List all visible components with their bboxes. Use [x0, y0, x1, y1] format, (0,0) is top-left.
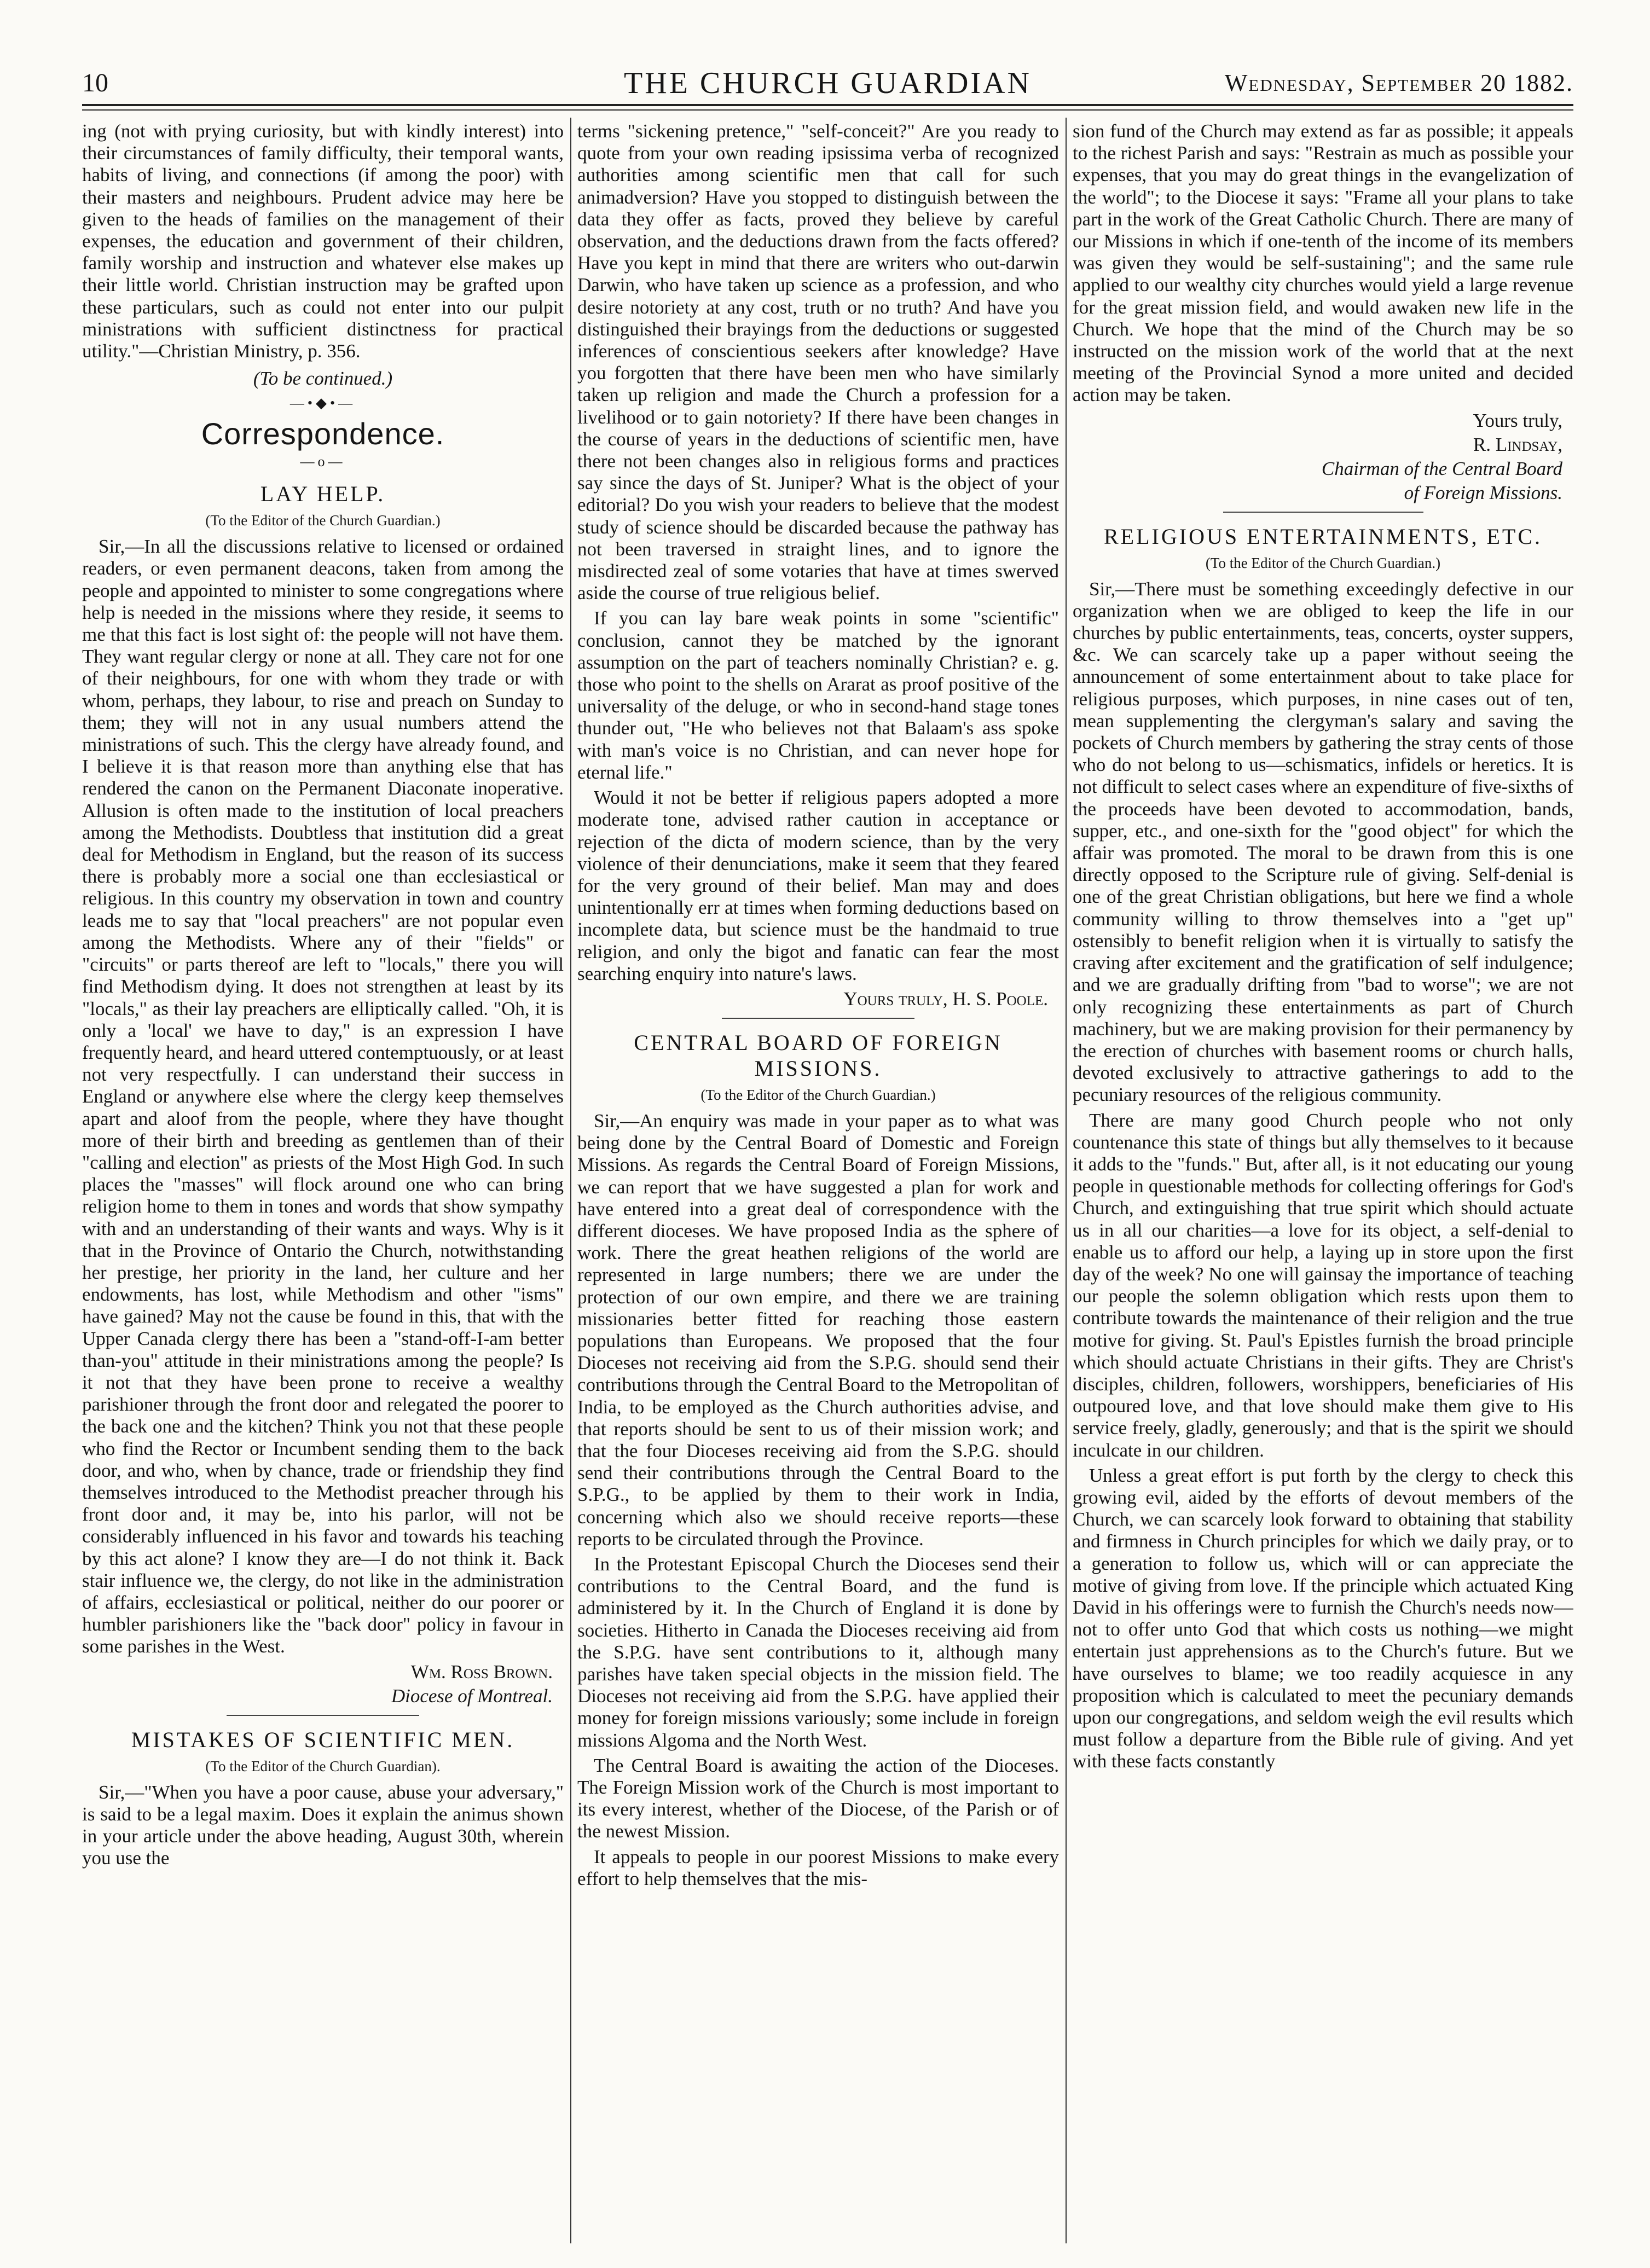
signature-title: Chairman of the Central Board: [1321, 457, 1562, 479]
mistakes-body: Sir,—"When you have a poor cause, abuse your adversary," is said to be a legal maxim. Does it explain the animus shown in your article under the above heading, August 30th, wherein you use the: [82, 1781, 564, 1869]
section-heading-correspondence: Correspondence.: [201, 416, 445, 451]
article-title-lay-help: LAY HELP.: [260, 482, 386, 507]
signature-name: R. Lindsay,: [1473, 433, 1562, 455]
issue-date: Wednesday, September 20 1882.: [1224, 69, 1573, 96]
signature-closing: Yours truly,: [1473, 409, 1562, 431]
column-2: [577, 120, 1059, 2243]
central-board-paragraph: Sir,—An enquiry was made in your paper as to what was being done by the Central Board of Domestic and Foreign Missions. As regards the Central Board of Foreign Missions, we can report that we have suggested a plan for work and have entered into a great deal of correspondence with the different dioceses. We have proposed India as the sphere of work. There the great heathen religions of the world are represented in large numbers; there we are under the protection of our own empire, and there we are training missionaries better fitted for reaching those eastern populations than Europeans. We proposed that the four Dioceses not receiving aid from the S.P.G. should send their contributions through the Central Board to the Metropolitan of India, to be employed as the Church authorities advise, and that reports should be sent to us of their mission work; and that the four Dioceses receiving aid from the S.P.G. should send their contributions through the Central Board to the S.P.G., to be applied by them to their work in India, concerning which also we should receive reports—these reports to be circulated through the Province.: [577, 1110, 1059, 1550]
signature: Wm. Ross Brown.: [410, 1661, 553, 1683]
article-title-central-board: CENTRAL BOARD OF FOREIGN MISSIONS.: [634, 1030, 1003, 1081]
page-number: 10: [82, 68, 108, 97]
central-board-paragraph: The Central Board is awaiting the action of the Dioceses. The Foreign Mission work of the Church is most important to its every interest, whether of the Diocese, of the Parish or of the newest Mission.: [577, 1754, 1059, 1842]
religious-paragraph: Unless a great effort is put forth by the clergy to check this growing evil, aided by the efforts of devout members of the Church, we can scarcely look forward to obtaining that stability and firmness in Church principles for which we daily pray, or to a generation to follow us, which will or can appreciate the motive of giving from love. If the principle which actuated King David in his offerings were to furnish the Church's needs now—not to offer unto God that which costs us nothing—we might entertain just apprehensions as to the Church's future. But we have ourselves to blame; we too readily acquiesce in any proposition which is calculated to meet the pecuniary demands upon our congregations, and seldom weigh the evil results which must follow a departure from the Bible rule of giving. And yet with these facts constantly: [1073, 1464, 1573, 1772]
central-board-paragraph: It appeals to people in our poorest Missions to make every effort to help themselves that the mis-: [577, 1846, 1059, 1889]
mistakes-paragraph: If you can lay bare weak points in some "scientific" conclusion, cannot they be matched by the ignorant assumption on the part of teachers nominally Christian? e. g. those who point to the shells on Ararat as proof positive of the universality of the deluge, or who in second-hand stage tones thunder out, "He who believes not that Balaam's ass spoke with man's voice is no Christian, and can never hope for eternal life.": [577, 607, 1059, 783]
newspaper-title: THE CHURCH GUARDIAN: [624, 66, 1032, 100]
section-sub-ornament: —o—: [300, 454, 346, 470]
header-rule-thin: [82, 109, 1573, 111]
to-be-continued: (To be continued.): [253, 368, 393, 390]
ornament-divider: —•◆•—: [290, 395, 356, 411]
column-3: [1073, 120, 1573, 2243]
column-divider: [1066, 118, 1067, 2243]
religious-paragraph: There are many good Church people who not only countenance this state of things but ally themselves to it because it adds to the "funds." But, after all, is it not educating our young people in questionable methods for collecting offerings for God's Church, and extinguishing that true spirit which should actuate us in all our charities—a love for its object, a self-denial to enable us to afford our help, a laying up in store upon the first day of the week? No one will gainsay the importance of teaching our people the solemn obligation which rests upon them to contribute towards the maintenance of their religion and the true motive for giving. St. Paul's Epistles furnish the broad principle which should actuate Christians in their gifts. They are Christ's disciples, children, followers, worshippers, beneficiaries of His outpoured love, and that love should make them give to His service freely, gladly, generously; and that is the spirit we should inculcate in our children.: [1073, 1109, 1573, 1461]
article-divider: [1223, 512, 1423, 513]
lay-help-body: Sir,—In all the discussions relative to licensed or ordained readers, or even permanent deacons, taken from among the people and appointed to minister to some congregations where help is needed in the missions where they reside, it seems to me that this fact is lost sight of: the people will not have them. They want regular clergy or none at all. They care not for one of their neighbours, for one with whom they trade or with whom, perhaps, they labour, to rise and preach on Sunday to them; they will not in any usual numbers attend the ministrations of such. This the clergy have already found, and I believe it is that reason more than anything else that has rendered the canon on the Permanent Diaconate inoperative. Allusion is often made to the institution of local preachers among the Methodists. Doubtless that institution did a great deal for Methodism in England, but the reason of its success there is probably more a social one than ecclesiastical or religious. In this country my observation in town and country leads me to say that "local preachers" are not popular even among the Methodists. Where any of their "fields" or "circuits" or parts thereof are left to "locals," there you will find Methodism dying. It does not strengthen at least by its "locals," as their lay preachers are elliptically called. "Oh, it is only a 'local' we have to day," is an expression I have frequently heard, and heard uttered contemptuously, or at least not very respectfully. I can understand their success in England or anywhere else where the clergy keep themselves apart and aloof from the people, where they have thought more of their birth and breeding as gentlemen than of their "calling and election" as priests of the Most High God. In such places the "masses" will flock around one who can bring religion home to them in tones and words that show sympathy with and an understanding of their wants and ways. Why is it that in the Province of Ontario the Church, notwithstanding her prestige, her priority in the land, her culture and her endowments, has lost, while Methodism and other "isms" have gained? May not the cause be found in this, that with the Upper Canada clergy there has been a "stand-off-I-am better than-you" attitude in their ministrations among the people? Is it not that they have been prone to receive a wealthy parishioner through the front door and relegated the poorer to the back one and the kitchen? Think you not that these people who find the Rector or Incumbent sending them to the back door, and who, when by chance, trade or friendship they find themselves introduced to the Methodist preacher through his front door and, it may be, into his parlor, will not be considerably influenced in his favor and towards his teaching by this act alone? I know they are—I do not think it. Back stair influence we, the clergy, do not like in the administration of affairs, ecclesiastical or political, neither do our poorer or humbler parishioners like the "back door" policy in favour in some parishes in the West.: [82, 536, 564, 1657]
signature-title: of Foreign Missions.: [1404, 482, 1562, 503]
article-divider: [227, 1715, 419, 1716]
masthead: [82, 66, 1573, 108]
to-editor-line: (To the Editor of the Church Guardian.): [205, 512, 441, 529]
article-continuation-text: ing (not with prying curiosity, but with kindly interest) into their circumstances of family difficulty, their temporal wants, habits of living, and connections (if among the poor) with their masters and neighbours. Prudent advice may here be given to the heads of families on the management of their expenses, the education and government of their children, family worship and instruction and whatever else makes up their little world. Christian instruction may be grafted upon these particulars, such as could not enter into our pulpit ministrations with sufficient distinctness for practical utility."—Christian Ministry, p. 356.: [82, 120, 564, 362]
signature: Yours truly, H. S. Poole.: [843, 988, 1048, 1010]
to-editor-line: (To the Editor of the Church Guardian.): [1205, 554, 1441, 571]
signature-diocese: Diocese of Montreal.: [391, 1685, 553, 1707]
article-title-religious-entertainments: RELIGIOUS ENTERTAINMENTS, ETC.: [1104, 524, 1542, 549]
central-board-continued: sion fund of the Church may extend as far as possible; it appeals to the richest Parish and says: "Restrain as much as possible your expenses, that you may do great things in the evangelization of the world"; to the Diocese it says: "Frame all your plans to take part in the work of the Great Catholic Church. There are many of our Missions in which if one-tenth of the income of its members was given they would be self-sustaining"; and the same rule applied to our wealthy city churches would yield a large revenue for the great mission field, and would awaken new life in the Church. We hope that the mind of the Church may be so instructed on the mission work of the world that at the next meeting of the Provincial Synod a more united and decided action may be taken.: [1073, 120, 1573, 406]
column-divider: [570, 118, 571, 2243]
to-editor-line: (To the Editor of the Church Guardian).: [205, 1757, 441, 1774]
article-title-mistakes: MISTAKES OF SCIENTIFIC MEN.: [131, 1727, 515, 1752]
mistakes-paragraph: Would it not be better if religious papers adopted a more moderate tone, advised rather caution in acceptance or rejection of the dicta of modern science, than by the very violence of their denunciations, make it seem that they feared for the very ground of their belief. Man may and does unintentionally err at times when forming deductions based on incomplete data, but science must be the handmaid to true religion, and only the bigot and fanatic can fear the most searching enquiry into nature's laws.: [577, 787, 1059, 984]
mistakes-body-continued: terms "sickening pretence," "self-conceit?" Are you ready to quote from your own reading ipsissima verba of recognized authorities among scientific men that call for such animadversion? Have you stopped to distinguish between the data they offer as facts, proved they believe by careful observation, and the deductions drawn from the facts offered? Have you kept in mind that there are writers who out-darwin Darwin, who have taken up science as a profession, and who desire notoriety at any cost, truth or no truth? And have you distinguished their brayings from the deductions or suggested inferences of conscientious seekers after knowledge? Have you forgotten that there have been men who have similarly taken up religion and made the Church a profession for a livelihood or to gain notoriety? If there have been changes in the course of years in the deductions of scientific men, have there not been changes also in religious forms and practices say since the days of St. Juniper? What is the object of your editorial? Do you wish your readers to believe that the modest study of science should be discarded because the pathway has not been traversed in straight lines, and to ignore the misdirected zeal of some votaries that have at times swerved aside the course of true religious belief.: [577, 120, 1059, 604]
header-rule: [82, 104, 1573, 106]
column-1: [82, 120, 564, 2243]
central-board-paragraph: In the Protestant Episcopal Church the Dioceses send their contributions to the Central Board, and the fund is administered by it. In the Church of England it is done by societies. Hitherto in Canada the Dioceses receiving aid from the S.P.G. have sent contributions to it, although many parishes have taken special objects in the mission field. The Dioceses not receiving aid from the S.P.G. have applied their money for foreign missions variously; some include in foreign missions Algoma and the North West.: [577, 1553, 1059, 1751]
religious-paragraph: Sir,—There must be something exceedingly defective in our organization when we are obliged to keep the life in our churches by public entertainments, teas, concerts, oyster suppers, &c. We can scarcely take up a paper without seeing the announcement of some entertainment about to take place for religious purposes, which purposes, in nine cases out of ten, mean supplementing the clergyman's salary and saving the pockets of Church members by gathering the stray cents of those who do not belong to us—schismatics, infidels or heretics. It is not difficult to select cases where an expenditure of five-sixths of the proceeds have been devoted to accommodation, bands, supper, etc., and one-sixth for the "good object" for which the affair was promoted. The moral to be drawn from this is one directly opposed to the Scripture rule of giving. Self-denial is one of the great Christian obligations, but here we find a whole community willing to throw themselves into a "get up" ostensibly to benefit religion when it is virtually to satisfy the craving after excitement and the gratification of self indulgence; and we are gradually drifting from "bad to worse"; we are not only recognizing these entertainments as part of Church machinery, but we are making provision for their permanency by the erection of churches with basement rooms or church halls, devoted exclusively to attractive gatherings to add to the pecuniary resources of the religious community.: [1073, 578, 1573, 1106]
to-editor-line: (To the Editor of the Church Guardian.): [700, 1086, 936, 1103]
article-divider: [722, 1018, 914, 1019]
